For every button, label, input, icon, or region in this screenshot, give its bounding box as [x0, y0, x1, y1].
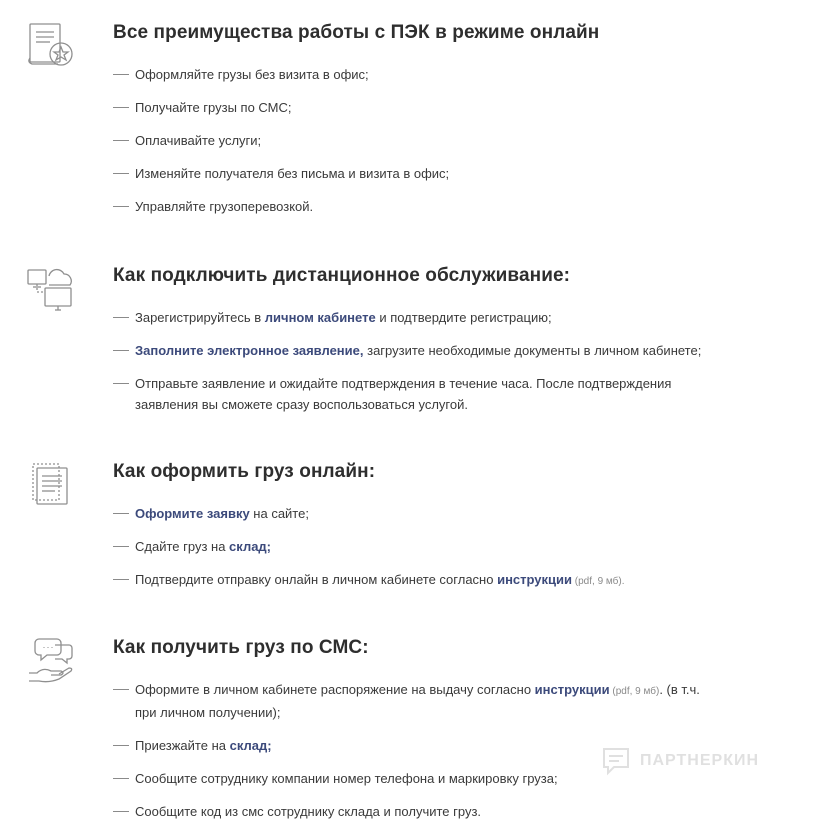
warehouse-link[interactable]: склад;	[229, 539, 272, 554]
section-title: Как подключить дистанционное обслуживание:	[113, 265, 571, 286]
benefits-list	[113, 64, 713, 229]
personal-cabinet-link[interactable]: личном кабинете	[264, 310, 376, 325]
document-star-icon	[25, 20, 77, 72]
list-item: Изменяйте получателя без письма и визита в офис;	[113, 163, 713, 184]
list-item: Приезжайте на склад;	[113, 735, 713, 756]
fill-application-link[interactable]: Заполните электронное заявление,	[135, 343, 364, 358]
instructions-link[interactable]: инструкции	[497, 572, 572, 587]
create-request-link[interactable]: Оформите заявку	[135, 506, 250, 521]
list-item: Оформите заявку на сайте;	[113, 503, 713, 524]
warehouse-link[interactable]: склад;	[229, 738, 272, 753]
section-title: Все преимущества работы с ПЭК в режиме онлайн	[113, 22, 600, 43]
file-info: (pdf, 9 мб)	[609, 686, 660, 697]
section-title: Как получить груз по СМС:	[113, 637, 369, 658]
watermark-text: ПАРТНЕРКИН	[640, 752, 760, 769]
chat-bubble-icon	[600, 745, 632, 777]
list-item: Управляйте грузоперевозкой.	[113, 196, 713, 217]
list-item: Оформляйте грузы без визита в офис;	[113, 64, 713, 85]
file-info: (pdf, 9 мб)	[572, 576, 622, 587]
section-title: Как оформить груз онлайн:	[113, 461, 376, 482]
list-item: Сдайте груз на склад;	[113, 536, 713, 557]
list-item: Подтвердите отправку онлайн в личном кабинете согласно инструкции (pdf, 9 мб).	[113, 569, 713, 592]
list-item: Получайте грузы по СМС;	[113, 97, 713, 118]
list-item: Заполните электронное заявление, загрузите необходимые документы в личном кабинете;	[113, 340, 713, 361]
list-item: Сообщите код из смс сотруднику склада и получите груз.	[113, 801, 713, 822]
list-item: Зарегистрируйтесь в личном кабинете и подтвердите регистрацию;	[113, 307, 713, 328]
hand-chat-icon	[25, 635, 77, 687]
list-item: Оформите в личном кабинете распоряжение на выдачу согласно инструкции (pdf, 9 мб). (в т.ч. при личном получении);	[113, 679, 713, 723]
cargo-steps-list	[113, 503, 713, 604]
watermark	[600, 744, 770, 778]
list-item: Отправьте заявление и ожидайте подтверждения в течение часа. После подтверждения заявления вы сможете сразу воспользоваться услугой.	[113, 373, 713, 415]
documents-icon	[25, 458, 77, 510]
instructions-link[interactable]: инструкции	[534, 682, 610, 697]
cloud-devices-icon	[25, 262, 77, 314]
connect-steps-list	[113, 307, 713, 427]
list-item: Сообщите сотруднику компании номер телефона и маркировку груза;	[113, 768, 713, 789]
list-item: Оплачивайте услуги;	[113, 130, 713, 151]
